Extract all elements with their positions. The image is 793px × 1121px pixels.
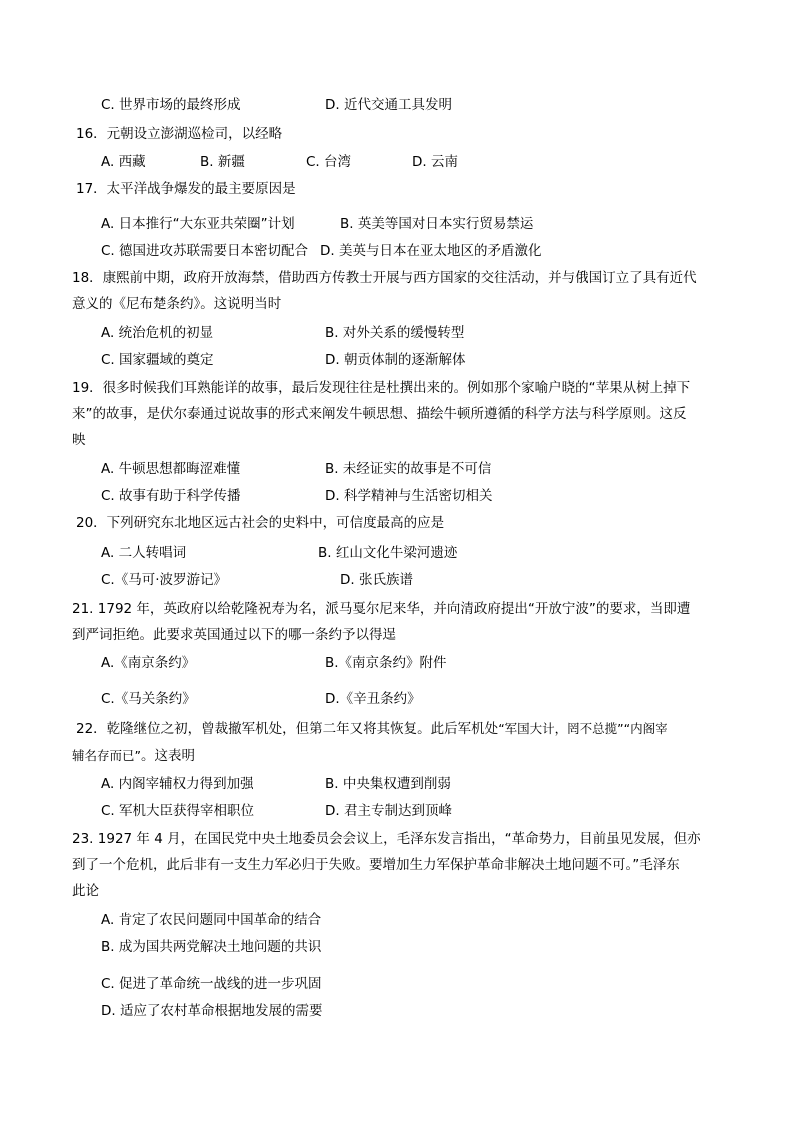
q21-stem-line-2: 到严词拒绝。此要求英国通过以下的哪一条约予以得逞 bbox=[72, 627, 396, 643]
q15-option-d: D. 近代交通工具发明 bbox=[325, 97, 452, 113]
q23-stem-line-3: 此论 bbox=[72, 883, 99, 899]
q16-option-c: C. 台湾 bbox=[306, 154, 352, 170]
q18-option-c: C. 国家疆域的奠定 bbox=[101, 352, 214, 368]
q23-stem-line-2: 到了一个危机，此后非有一支生力军必归于失败。要增加生力军保护革命非解决土地问题不可。”毛泽东 bbox=[72, 857, 680, 873]
q18-option-b: B. 对外关系的缓慢转型 bbox=[325, 325, 465, 341]
q17-option-b: B. 英美等国对日本实行贸易禁运 bbox=[340, 216, 534, 232]
q22-stem-end: 。这表明 bbox=[140, 748, 195, 764]
q22-stem-line-2 bbox=[72, 746, 195, 766]
q23-option-d: D. 适应了农村革命根据地发展的需要 bbox=[101, 1003, 323, 1019]
q16-option-b: B. 新疆 bbox=[200, 154, 245, 170]
q19-stem-line-3: 映 bbox=[72, 432, 86, 448]
q16-stem: 16．元朝设立澎湖巡检司，以经略 bbox=[76, 126, 283, 142]
q16-option-d: D. 云南 bbox=[412, 154, 458, 170]
q22-stem-text: 22．乾隆继位之初，曾裁撤军机处，但第二年又将其恢复。此后军机处 bbox=[76, 721, 499, 737]
q22-option-b: B. 中央集权遭到削弱 bbox=[325, 776, 451, 792]
q23-option-b: B. 成为国共两党解决土地问题的共识 bbox=[101, 939, 322, 955]
q22-stem-line-1 bbox=[76, 719, 668, 739]
q23-stem-line-1: 23. 1927 年 4 月，在国民党中央土地委员会会议上，毛泽东发言指出，“革命势力，目前虽见发展，但亦 bbox=[72, 831, 701, 847]
q21-option-d: D.《辛丑条约》 bbox=[325, 691, 421, 707]
q22-quote-end: 辅名存而已” bbox=[72, 748, 141, 763]
q21-stem-line-1: 21. 1792 年，英政府以给乾隆祝寿为名，派马戛尔尼来华，并向清政府提出“开放宁波”的要求，当即遭 bbox=[72, 601, 691, 617]
q19-option-c: C. 故事有助于科学传播 bbox=[101, 488, 241, 504]
q15-option-c: C. 世界市场的最终形成 bbox=[101, 97, 241, 113]
q20-option-d: D. 张氏族谱 bbox=[340, 572, 413, 588]
q19-option-a: A. 牛顿思想都晦涩难懂 bbox=[101, 461, 241, 477]
q17-option-d: D. 美英与日本在亚太地区的矛盾激化 bbox=[320, 243, 542, 259]
q22-option-d: D. 君主专制达到顶峰 bbox=[325, 803, 452, 819]
q23-option-c: C. 促进了革命统一战线的进一步巩固 bbox=[101, 976, 322, 992]
q19-stem-line-1: 19．很多时候我们耳熟能详的故事，最后发现往往是杜撰出来的。例如那个家喻户晓的“苹果从树上掉下 bbox=[72, 380, 691, 396]
q22-option-c: C. 军机大臣获得宰相职位 bbox=[101, 803, 255, 819]
q20-option-c: C.《马可·波罗游记》 bbox=[101, 572, 228, 588]
q20-option-a: A. 二人转唱词 bbox=[101, 545, 187, 561]
q22-quote: “军国大计，罔不总揽”“内阁宰 bbox=[498, 721, 668, 736]
q18-stem-line-2: 意义的《尼布楚条约》。这说明当时 bbox=[72, 296, 282, 312]
q19-stem-line-2: 来”的故事，是伏尔泰通过说故事的形式来阐发牛顿思想、描绘牛顿所遵循的科学方法与科学原则。这反 bbox=[72, 406, 687, 422]
q18-stem-line-1: 18．康熙前中期，政府开放海禁，借助西方传教士开展与西方国家的交往活动，并与俄国订立了具有近代 bbox=[72, 270, 697, 286]
q17-option-c: C. 德国进攻苏联需要日本密切配合 bbox=[101, 243, 309, 259]
q21-option-c: C.《马关条约》 bbox=[101, 691, 196, 707]
q17-stem: 17．太平洋战争爆发的最主要原因是 bbox=[76, 181, 296, 197]
q23-option-a: A. 肯定了农民问题同中国革命的结合 bbox=[101, 912, 322, 928]
q21-option-a: A.《南京条约》 bbox=[101, 655, 196, 671]
q16-option-a: A. 西藏 bbox=[101, 154, 146, 170]
q20-option-b: B. 红山文化牛梁河遗迹 bbox=[318, 545, 458, 561]
q22-option-a: A. 内阁宰辅权力得到加强 bbox=[101, 776, 254, 792]
q20-stem: 20．下列研究东北地区远古社会的史料中，可信度最高的应是 bbox=[76, 515, 445, 531]
q19-option-d: D. 科学精神与生活密切相关 bbox=[325, 488, 493, 504]
q21-option-b: B.《南京条约》附件 bbox=[325, 655, 447, 671]
q18-option-a: A. 统治危机的初显 bbox=[101, 325, 214, 341]
q18-option-d: D. 朝贡体制的逐渐解体 bbox=[325, 352, 466, 368]
q17-option-a: A. 日本推行“大东亚共荣圈”计划 bbox=[101, 216, 295, 232]
q19-option-b: B. 未经证实的故事是不可信 bbox=[325, 461, 492, 477]
